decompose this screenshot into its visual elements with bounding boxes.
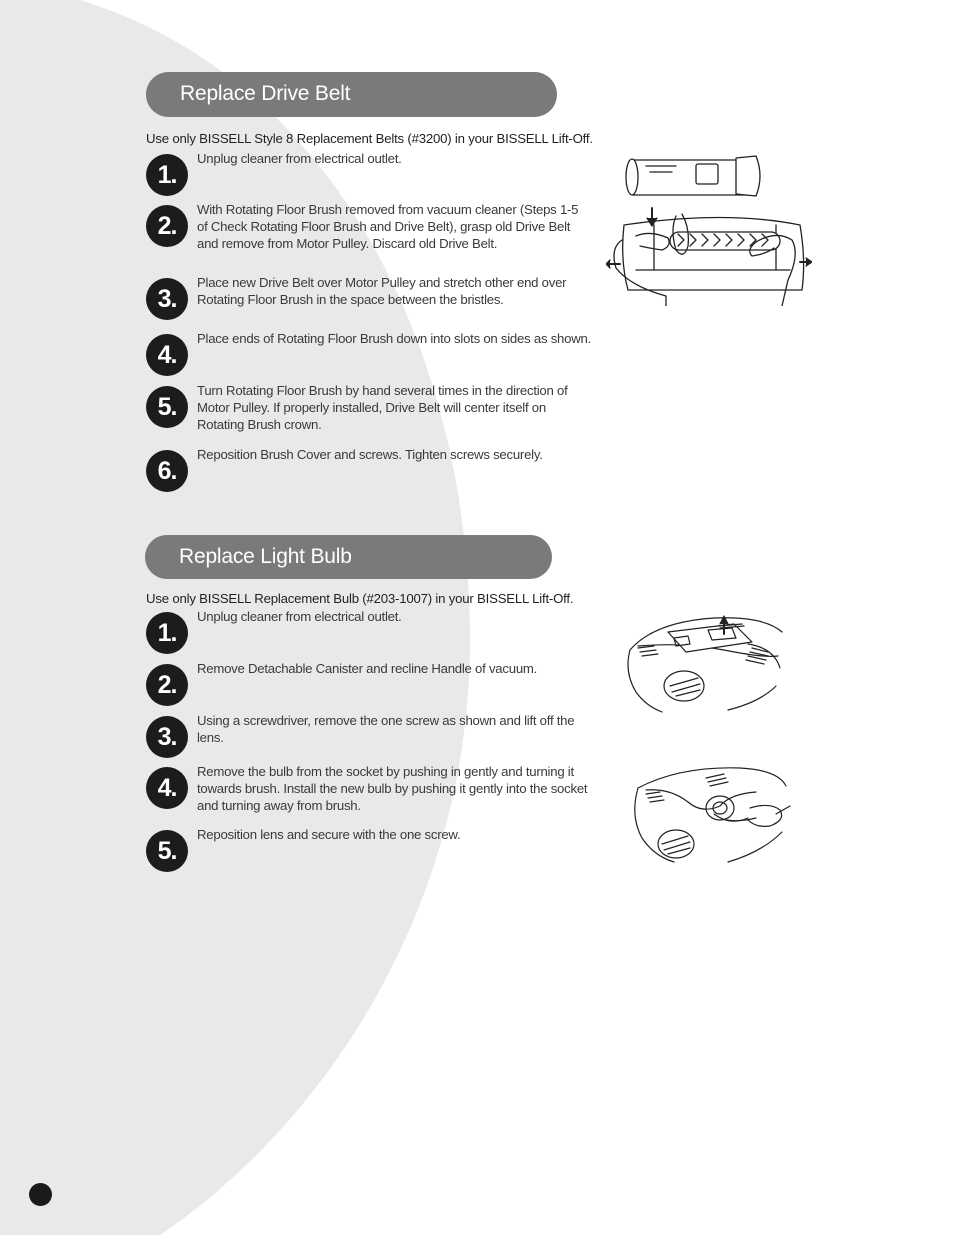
step-number: 2. xyxy=(146,205,188,247)
lens-removal-illustration xyxy=(624,612,788,716)
step-text: Place ends of Rotating Floor Brush down into slots on sides as shown. xyxy=(197,331,591,346)
step-text: Place new Drive Belt over Motor Pulley and stretch other end over Rotating Floor Brush in the space between the bristles. xyxy=(197,275,567,307)
drive-belt-step-5 xyxy=(146,383,591,432)
step-text: Unplug cleaner from electrical outlet. xyxy=(197,609,402,624)
step-number: 2. xyxy=(146,664,188,706)
step-text: With Rotating Floor Brush removed from vacuum cleaner (Steps 1-5 of Check Rotating Floor Brush and Drive Belt), grasp old Drive Belt and remove from Motor Pulley. Discard old Drive Belt. xyxy=(197,202,579,251)
step-text: Using a screwdriver, remove the one screw as shown and lift off the lens. xyxy=(197,713,575,745)
step-text: Unplug cleaner from electrical outlet. xyxy=(197,151,402,166)
page-marker-dot xyxy=(29,1183,52,1206)
step-text: Reposition lens and secure with the one screw. xyxy=(197,827,461,842)
step-number: 6. xyxy=(146,450,188,492)
step-number: 1. xyxy=(146,612,188,654)
light-bulb-step-2 xyxy=(146,661,591,706)
step-number: 4. xyxy=(146,334,188,376)
drive-belt-step-4 xyxy=(146,331,591,376)
step-text: Remove the bulb from the socket by pushing in gently and turning it towards brush. Install the new bulb by pushing it gently into the socket and turning away from brush. xyxy=(197,764,588,813)
drive-belt-step-3 xyxy=(146,275,591,320)
light-bulb-step-4 xyxy=(146,764,591,813)
bulb-replacement-illustration xyxy=(630,762,794,866)
step-number: 4. xyxy=(146,767,188,809)
drive-belt-step-6 xyxy=(146,447,591,492)
light-bulb-step-1 xyxy=(146,609,591,654)
step-text: Turn Rotating Floor Brush by hand several times in the direction of Motor Pulley. If properly installed, Drive Belt will center itself on Rotating Brush crown. xyxy=(197,383,568,432)
light-bulb-header: Replace Light Bulb xyxy=(145,535,552,579)
step-number: 3. xyxy=(146,278,188,320)
step-number: 1. xyxy=(146,154,188,196)
light-bulb-step-5 xyxy=(146,827,591,872)
drive-belt-intro: Use only BISSELL Style 8 Replacement Belts (#3200) in your BISSELL Lift-Off. xyxy=(146,131,593,146)
step-text: Reposition Brush Cover and screws. Tighten screws securely. xyxy=(197,447,543,462)
light-bulb-intro: Use only BISSELL Replacement Bulb (#203-1007) in your BISSELL Lift-Off. xyxy=(146,591,574,606)
drive-belt-step-1 xyxy=(146,151,591,196)
step-number: 3. xyxy=(146,716,188,758)
drive-belt-header: Replace Drive Belt xyxy=(146,72,557,117)
step-number: 5. xyxy=(146,830,188,872)
light-bulb-step-3 xyxy=(146,713,591,758)
step-text: Remove Detachable Canister and recline Handle of vacuum. xyxy=(197,661,538,676)
drive-belt-step-2 xyxy=(146,202,591,251)
drive-belt-illustration xyxy=(606,150,812,306)
step-number: 5. xyxy=(146,386,188,428)
